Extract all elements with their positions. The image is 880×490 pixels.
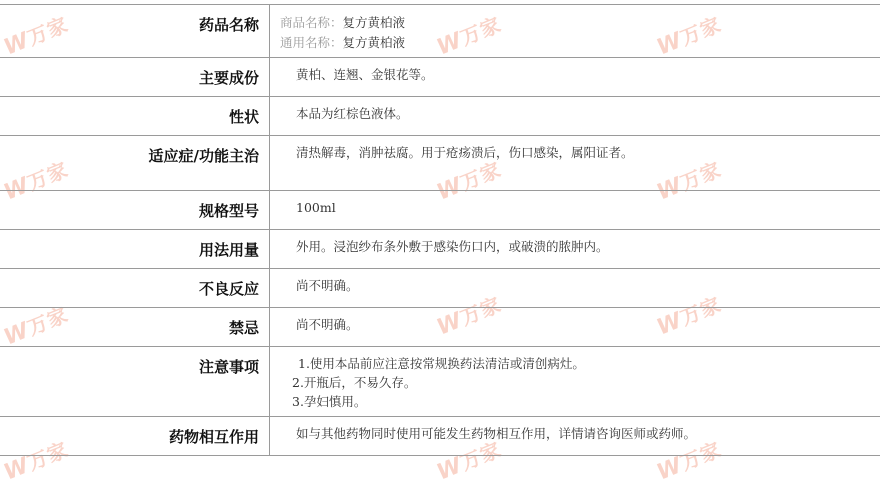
- watermark: W万家: [0, 437, 72, 486]
- row-value: [270, 5, 880, 61]
- watermark: W万家: [653, 292, 725, 341]
- row-value: 尚不明确。: [270, 269, 880, 308]
- precaution-item: 3.孕妇慎用。: [292, 394, 367, 409]
- row-value: 如与其他药物同时使用可能发生药物相互作用，详情请咨询医师或药师。: [270, 417, 880, 456]
- row-label: 不良反应: [0, 269, 270, 308]
- row-contraindications: [0, 308, 880, 347]
- row-interactions: [0, 417, 880, 456]
- watermark: W万家: [653, 157, 725, 206]
- precaution-item: 1.使用本品前应注意按常规换药法清洁或清创病灶。: [298, 356, 585, 371]
- row-value: 清热解毒，消肿祛腐。用于疮疡溃后，伤口感染，属阳证者。: [270, 136, 880, 191]
- row-adverse-reactions: [0, 269, 880, 308]
- row-value: 外用。浸泡纱布条外敷于感染伤口内，或破溃的脓肿内。: [270, 230, 880, 269]
- watermark: W万家: [0, 12, 72, 61]
- drug-info-table: [0, 4, 880, 456]
- brand-name-prefix: 商品名称：: [280, 15, 343, 30]
- row-indications: [0, 136, 880, 191]
- row-value: [270, 347, 880, 417]
- row-value: 尚不明确。: [270, 308, 880, 347]
- watermark: W万家: [433, 157, 505, 206]
- row-ingredients: [0, 58, 880, 97]
- row-value: 黄柏、连翘、金银花等。: [270, 58, 880, 97]
- row-label: 性状: [0, 97, 270, 136]
- row-value: 本品为红棕色液体。: [270, 97, 880, 136]
- row-specification: [0, 191, 880, 230]
- watermark: W万家: [433, 292, 505, 341]
- brand-name: 复方黄柏液: [342, 15, 406, 30]
- row-label: 规格型号: [0, 191, 270, 230]
- row-label: 用法用量: [0, 230, 270, 269]
- precaution-item: 2.开瓶后，不易久存。: [292, 375, 417, 390]
- row-label: 药品名称: [0, 5, 270, 58]
- watermark: W万家: [433, 437, 505, 486]
- row-label: 注意事项: [0, 347, 270, 417]
- row-label: 主要成份: [0, 58, 270, 97]
- row-dosage: [0, 230, 880, 269]
- watermark: W万家: [653, 437, 725, 486]
- row-drug-name: [0, 5, 880, 58]
- watermark: W万家: [0, 157, 72, 206]
- row-label: 药物相互作用: [0, 417, 270, 456]
- row-label: 禁忌: [0, 308, 270, 347]
- watermark: W万家: [0, 302, 72, 351]
- row-appearance: [0, 97, 880, 136]
- row-precautions: [0, 347, 880, 417]
- row-value: 100ml: [270, 191, 880, 230]
- watermark: W万家: [433, 12, 505, 61]
- row-label: 适应症/功能主治: [0, 136, 270, 191]
- watermark: W万家: [653, 12, 725, 61]
- generic-name-prefix: 通用名称：: [280, 35, 343, 50]
- generic-name: 复方黄柏液: [342, 35, 406, 50]
